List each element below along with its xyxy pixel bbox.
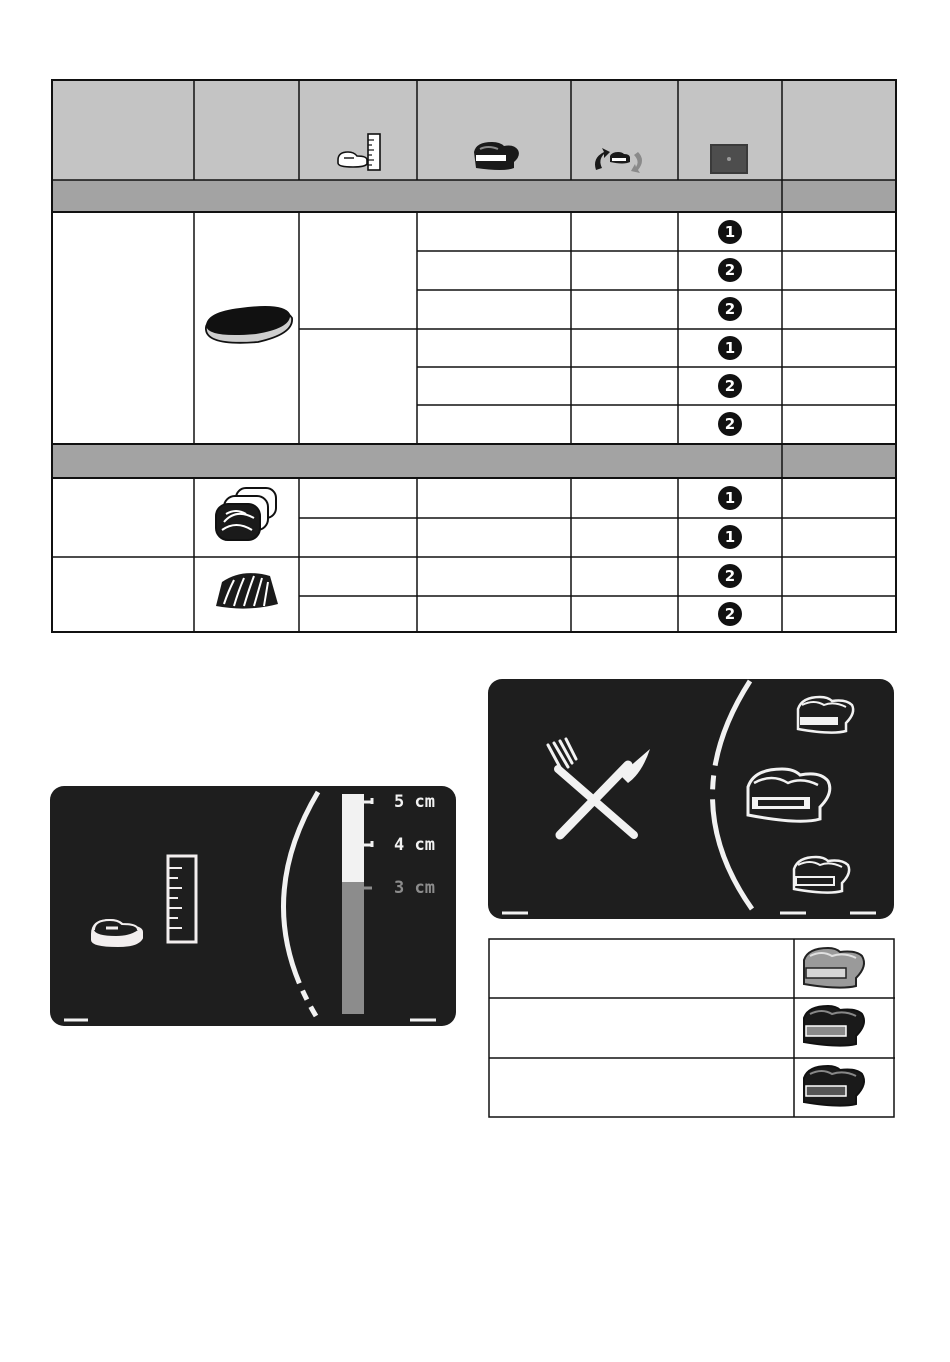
steak-welldone-icon	[794, 857, 849, 893]
section-band-2	[52, 444, 896, 478]
thickness-mark-3cm: 3 cm	[394, 878, 435, 898]
program-badge: 2	[718, 564, 742, 588]
program-badge: 1	[718, 525, 742, 549]
doneness-display-panel	[488, 679, 894, 919]
program-badge: 2	[718, 374, 742, 398]
legend-steak-welldone-icon	[804, 1066, 864, 1106]
steak-rare-icon	[798, 697, 853, 733]
section-band-1	[52, 180, 896, 212]
program-badge: 1	[718, 220, 742, 244]
steak-medium-icon	[748, 769, 830, 821]
legend-steak-rare-icon	[804, 948, 864, 988]
program-badge: 2	[718, 297, 742, 321]
grill-plate-icon	[710, 144, 748, 174]
thickness-display-panel	[50, 786, 456, 1026]
cooking-table	[0, 0, 950, 660]
thickness-mark-4cm: 4 cm	[394, 835, 435, 855]
program-badge: 1	[718, 336, 742, 360]
grill-plate-accessory-image	[206, 306, 292, 343]
table-header	[52, 80, 896, 180]
program-badge: 2	[718, 602, 742, 626]
steak-doneness-icon	[474, 142, 519, 170]
thickness-gauge-fill	[342, 794, 364, 882]
doneness-legend-table	[488, 938, 896, 1118]
steak-ruler-icon	[92, 856, 196, 946]
thickness-mark-5cm: 5 cm	[394, 792, 435, 812]
legend-steak-medium-icon	[804, 1006, 864, 1046]
fork-knife-icon	[548, 739, 650, 835]
fish-fillet-image	[216, 573, 278, 608]
program-badge: 2	[718, 258, 742, 282]
fish-steak-image	[216, 488, 276, 540]
program-badge: 2	[718, 412, 742, 436]
program-badge: 1	[718, 486, 742, 510]
